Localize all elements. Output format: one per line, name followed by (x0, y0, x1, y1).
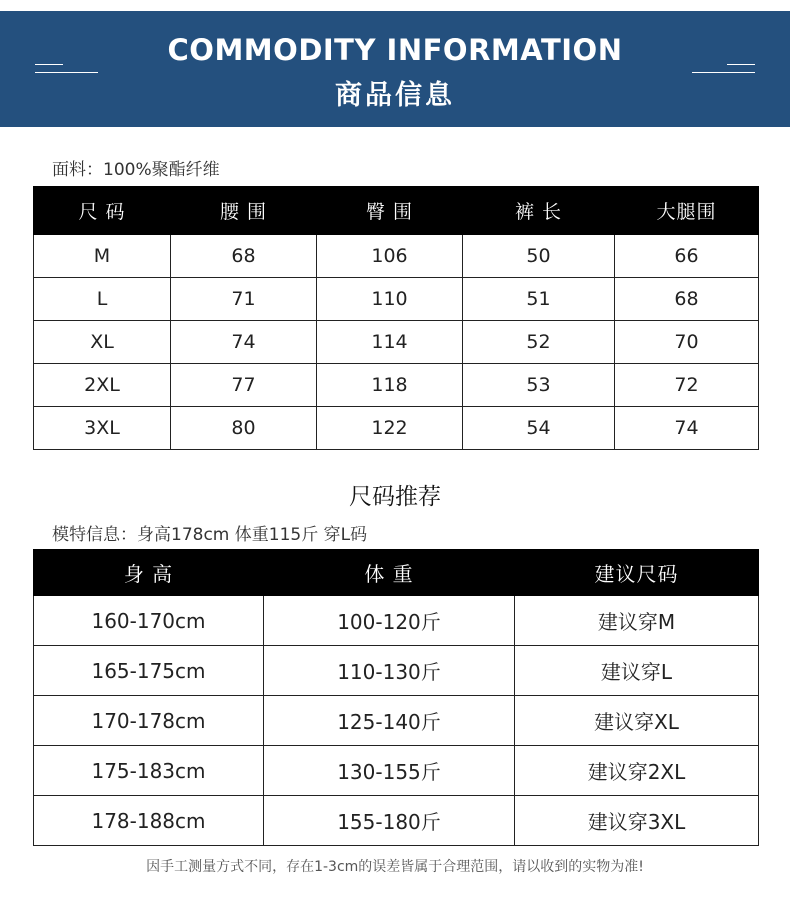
table-cell: 122 (317, 407, 463, 450)
size-chart-header-cell: 裤 长 (463, 187, 615, 235)
banner-left-line-top (35, 64, 63, 65)
table-row (34, 746, 759, 796)
table-cell: 114 (317, 321, 463, 364)
table-cell: 170-178cm (34, 696, 264, 746)
banner-right-line-top (727, 64, 755, 65)
table-row (34, 596, 759, 646)
size-chart-header-row (34, 187, 759, 235)
table-cell: 160-170cm (34, 596, 264, 646)
banner-left-line-bottom (35, 72, 98, 73)
banner-title-cn: 商品信息 (335, 80, 455, 111)
table-cell: 建议穿2XL (515, 746, 759, 796)
table-row (34, 696, 759, 746)
table-cell: 52 (463, 321, 615, 364)
table-cell: 130-155斤 (264, 746, 515, 796)
table-cell: 66 (615, 235, 759, 278)
table-row (34, 407, 759, 450)
fabric-info: 面料：100%聚酯纤维 (52, 160, 220, 180)
recommend-header-cell: 建议尺码 (515, 550, 759, 596)
table-cell: 72 (615, 364, 759, 407)
table-cell: M (34, 235, 171, 278)
table-row (34, 278, 759, 321)
table-cell: 106 (317, 235, 463, 278)
table-cell: 2XL (34, 364, 171, 407)
recommend-header-row (34, 550, 759, 596)
size-chart-header-cell: 尺 码 (34, 187, 171, 235)
table-cell: 100-120斤 (264, 596, 515, 646)
table-cell: 3XL (34, 407, 171, 450)
table-cell: 51 (463, 278, 615, 321)
table-cell: 175-183cm (34, 746, 264, 796)
size-recommend-title: 尺码推荐 (349, 484, 441, 510)
size-chart-table (33, 186, 759, 450)
recommend-header-cell: 身 高 (34, 550, 264, 596)
table-cell: 71 (171, 278, 317, 321)
table-cell: 110-130斤 (264, 646, 515, 696)
table-cell: 建议穿L (515, 646, 759, 696)
banner-title-en: COMMODITY INFORMATION (167, 33, 623, 67)
header-banner (0, 11, 790, 127)
table-cell: 建议穿XL (515, 696, 759, 746)
measurement-footnote: 因手工测量方式不同，存在1-3cm的误差皆属于合理范围，请以收到的实物为准! (146, 859, 644, 875)
table-cell: 77 (171, 364, 317, 407)
banner-right-line-bottom (692, 72, 755, 73)
size-chart-header-cell: 大腿围 (615, 187, 759, 235)
table-cell: 80 (171, 407, 317, 450)
table-cell: 68 (615, 278, 759, 321)
table-row (34, 364, 759, 407)
size-recommend-table (33, 549, 759, 846)
table-cell: 118 (317, 364, 463, 407)
table-cell: 155-180斤 (264, 796, 515, 846)
table-row (34, 321, 759, 364)
table-cell: 110 (317, 278, 463, 321)
table-cell: XL (34, 321, 171, 364)
table-cell: 165-175cm (34, 646, 264, 696)
table-cell: 53 (463, 364, 615, 407)
table-cell: 74 (171, 321, 317, 364)
size-chart-header-cell: 腰 围 (171, 187, 317, 235)
size-chart-header-cell: 臀 围 (317, 187, 463, 235)
recommend-header-cell: 体 重 (264, 550, 515, 596)
table-cell: 建议穿M (515, 596, 759, 646)
table-cell: 74 (615, 407, 759, 450)
table-row (34, 796, 759, 846)
table-row (34, 235, 759, 278)
table-cell: 50 (463, 235, 615, 278)
table-row (34, 646, 759, 696)
table-cell: 125-140斤 (264, 696, 515, 746)
model-info: 模特信息：身高178cm 体重115斤 穿L码 (52, 525, 368, 545)
table-cell: 178-188cm (34, 796, 264, 846)
table-cell: 54 (463, 407, 615, 450)
table-cell: 68 (171, 235, 317, 278)
table-cell: 70 (615, 321, 759, 364)
table-cell: L (34, 278, 171, 321)
table-cell: 建议穿3XL (515, 796, 759, 846)
